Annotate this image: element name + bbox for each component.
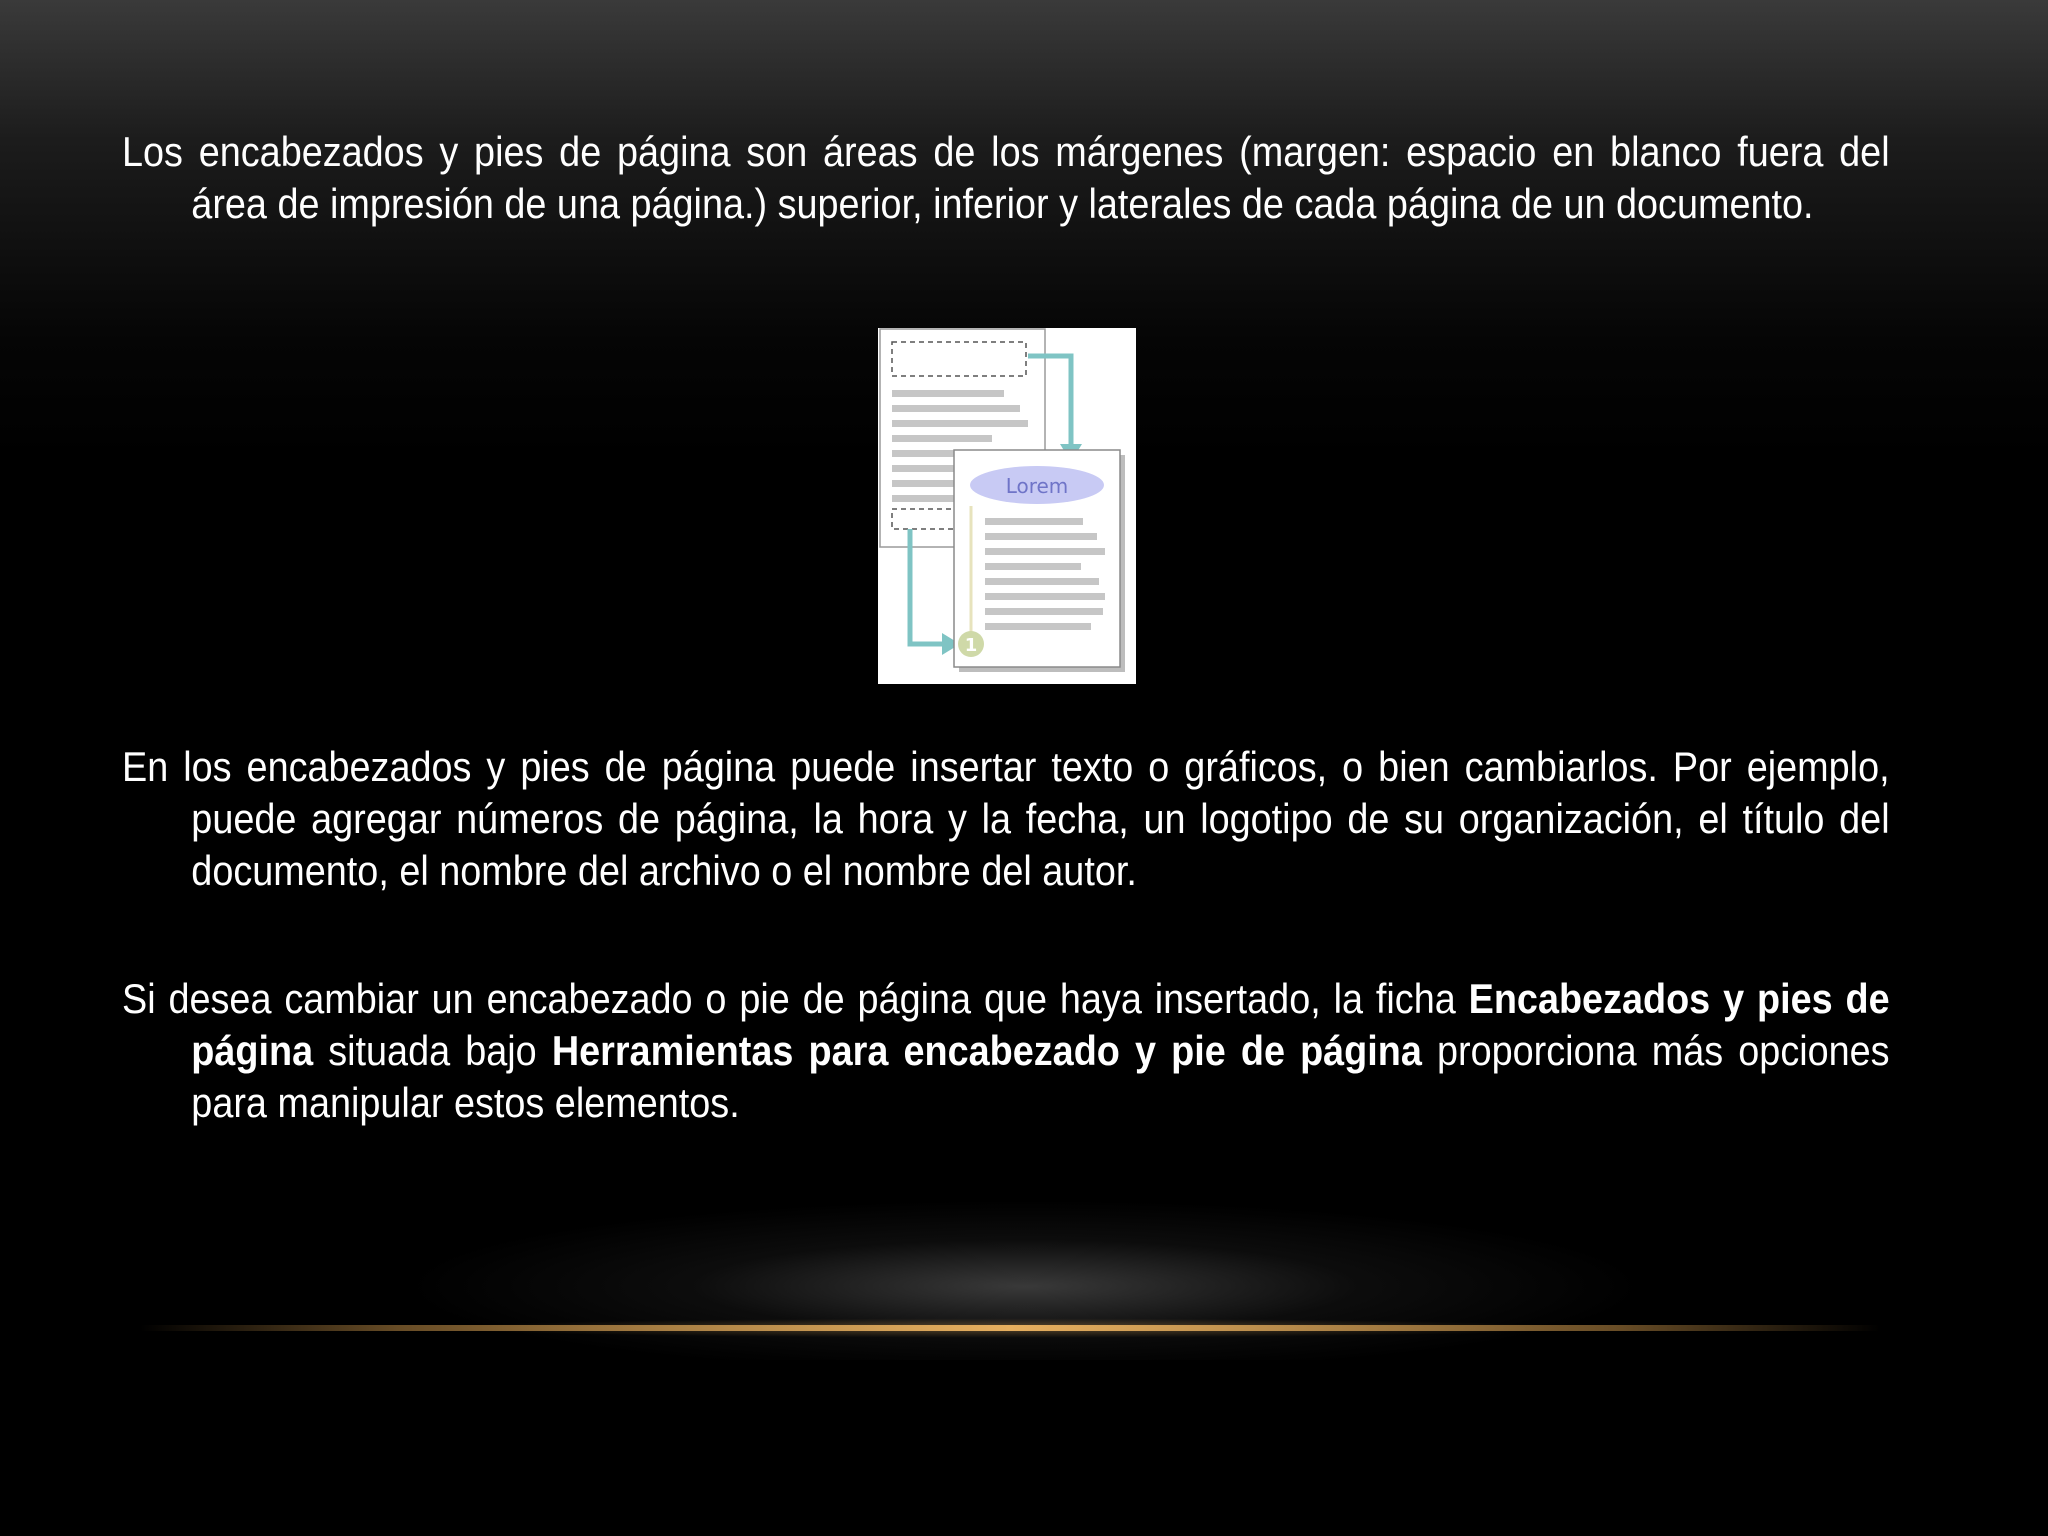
header-label: Lorem bbox=[1005, 474, 1069, 498]
paragraph-insert-content: En los encabezados y pies de página puede insertar texto o gráficos, o bien cambiarlos. Por ejemplo, puede agregar números de página, la hora y la fecha, un logotipo de su organización, el título del documento, el nombre del archivo o el nombre del autor. bbox=[122, 743, 1890, 894]
p3-text-2: situada bajo bbox=[313, 1027, 552, 1074]
p3-bold-tools-name: Herramientas para encabezado y pie de página bbox=[551, 1027, 1422, 1074]
bottom-glow-line bbox=[140, 1325, 1880, 1331]
paragraph-edit-instructions bbox=[122, 973, 1890, 1129]
p3-bold-tab-name: Encabezados y pies de página bbox=[191, 975, 1890, 1074]
paragraph-intro: Los encabezados y pies de página son áreas de los márgenes (margen: espacio en blanco fuera del área de impresión de una página.) superior, inferior y laterales de cada página de un documento. bbox=[122, 128, 1890, 227]
header-footer-illustration bbox=[878, 328, 1136, 684]
p3-text-1: Si desea cambiar un encabezado o pie de página que haya insertado, la ficha bbox=[122, 975, 1469, 1022]
page-number: 1 bbox=[964, 635, 978, 656]
p3-text-3: proporciona más opciones para manipular estos elementos. bbox=[191, 1027, 1890, 1126]
header-footer-diagram bbox=[878, 328, 1136, 684]
